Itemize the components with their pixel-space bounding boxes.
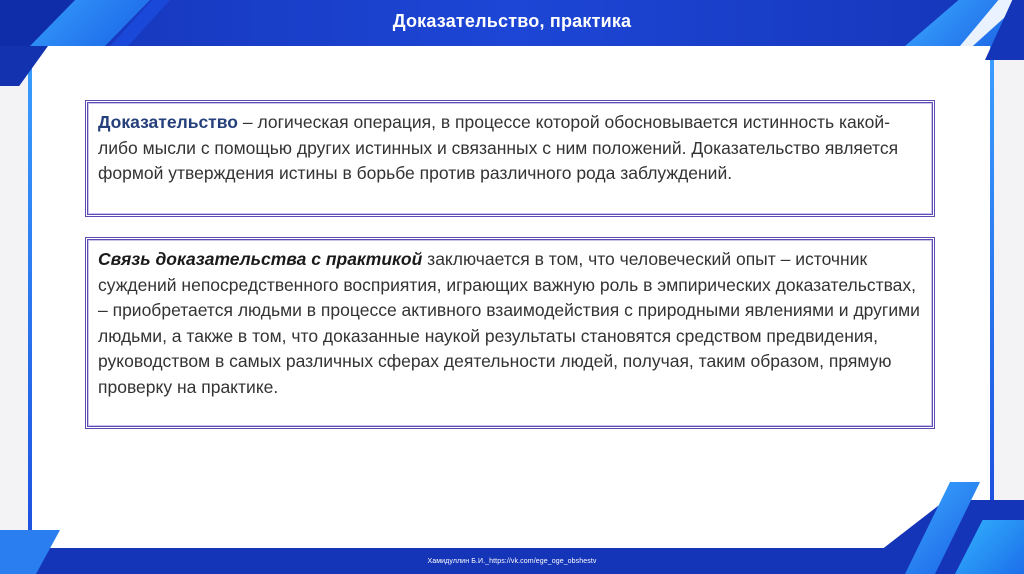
- connection-box: [85, 237, 935, 429]
- left-accent-line: [28, 46, 32, 546]
- definition-box: [85, 100, 935, 217]
- header-band: [0, 0, 1024, 46]
- connection-term: Связь доказательства с практикой: [98, 249, 423, 269]
- definition-text: – логическая операция, в процессе которой обосновывается истинность какой-либо мысли с помощью других истинных и связанных с ним положений. Доказательство является формой утверждения истины в борьбе против различного рода заблуждений.: [98, 112, 899, 183]
- page-title: Доказательство, практика: [392, 11, 632, 31]
- connection-text: заключается в том, что человеческий опыт – источник суждений непосредственного восприятия, играющих важную роль в эмпирических доказательствах, – приобретается людьми в процессе активного взаимодействия с природными явлениями и другими людьми, а также в том, что доказанные наукой результаты становятся средством предвидения, руководством в самых различных сферах деятельности людей, получая, таким образом, прямую проверку на практике.: [98, 249, 920, 397]
- definition-term: Доказательство: [98, 112, 238, 132]
- footer-credit: Хамидуллин Б.И._https://vk.com/ege_oge_obshestv: [427, 558, 597, 565]
- right-accent-line: [990, 46, 994, 506]
